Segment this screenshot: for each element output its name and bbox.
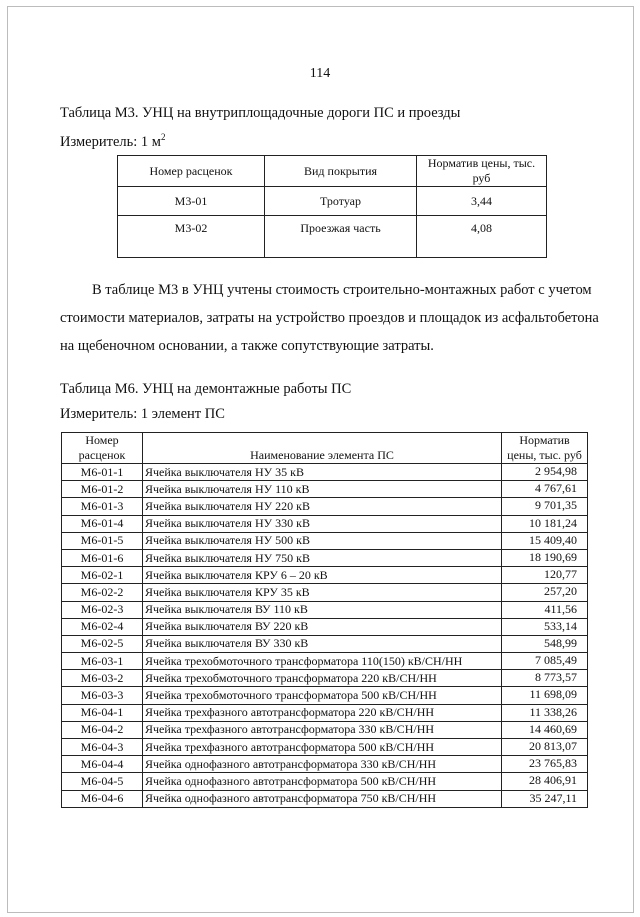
table-m3-header-cell: Норматив цены, тыс. руб (417, 156, 547, 187)
table-cell-code: М6-02-3 (62, 601, 143, 618)
table-cell-code: М3-01 (118, 187, 265, 216)
table-m6 (61, 432, 588, 808)
table-cell-code: М6-01-4 (62, 515, 143, 532)
table-row (62, 532, 588, 549)
table-row (62, 481, 588, 498)
table-row (62, 584, 588, 601)
table-m6-caption: Таблица М6. УНЦ на демонтажные работы ПС (60, 381, 352, 397)
table-row (62, 687, 588, 704)
table-cell-price: 23 765,83 (502, 756, 588, 773)
table-cell-code: М6-03-1 (62, 653, 143, 670)
table-cell-name: Ячейка выключателя НУ 35 кВ (143, 464, 502, 481)
table-row (62, 790, 588, 807)
table-cell-name: Ячейка выключателя ВУ 110 кВ (143, 601, 502, 618)
body-paragraph (60, 276, 608, 360)
table-cell-name: Ячейка выключателя ВУ 330 кВ (143, 635, 502, 652)
table-cell-code: М6-04-4 (62, 756, 143, 773)
table-cell-price: 15 409,40 (502, 532, 588, 549)
table-cell-name: Ячейка однофазного автотрансформатора 330 кВ/СН/НН (143, 756, 502, 773)
table-cell-code: М6-02-1 (62, 567, 143, 584)
table-cell-price: 11 338,26 (502, 704, 588, 721)
table-cell-code: М6-01-5 (62, 532, 143, 549)
table-cell-name: Ячейка трехфазного автотрансформатора 500 кВ/СН/НН (143, 739, 502, 756)
table-cell-code: М6-02-5 (62, 635, 143, 652)
table-row (118, 216, 547, 258)
table-row (62, 635, 588, 652)
table-cell-code: М6-03-2 (62, 670, 143, 687)
table-cell-price: 257,20 (502, 584, 588, 601)
table-cell-price: 4 767,61 (502, 481, 588, 498)
table-cell-code: М6-01-2 (62, 481, 143, 498)
table-row (118, 187, 547, 216)
table-row (62, 721, 588, 738)
table-m3-header-cell: Вид покрытия (265, 156, 417, 187)
table-cell-code: М6-04-3 (62, 739, 143, 756)
table-row (62, 567, 588, 584)
table-row (62, 618, 588, 635)
table-cell-name: Ячейка трехфазного автотрансформатора 220 кВ/СН/НН (143, 704, 502, 721)
table-cell-price: 7 085,49 (502, 653, 588, 670)
table-m3-caption: Таблица М3. УНЦ на внутриплощадочные дороги ПС и проезды (60, 105, 461, 121)
table-row (62, 773, 588, 790)
table-cell-surface: Проезжая часть (265, 216, 417, 258)
table-cell-code: М6-04-1 (62, 704, 143, 721)
table-row (62, 464, 588, 481)
table-cell-price: 11 698,09 (502, 687, 588, 704)
table-cell-name: Ячейка выключателя НУ 330 кВ (143, 515, 502, 532)
table-m3-unit-label: Измеритель: 1 м (60, 133, 161, 150)
table-cell-name: Ячейка выключателя ВУ 220 кВ (143, 618, 502, 635)
table-cell-code: М6-04-2 (62, 721, 143, 738)
table-m6-header-cell: Номер расценок (62, 433, 143, 464)
table-m3-unit-sup: 2 (160, 132, 166, 142)
table-cell-code: М6-03-3 (62, 687, 143, 704)
table-cell-name: Ячейка трехобмоточного трансформатора 110(150) кВ/СН/НН (143, 653, 502, 670)
table-cell-name: Ячейка выключателя НУ 110 кВ (143, 481, 502, 498)
table-cell-name: Ячейка трехобмоточного трансформатора 500 кВ/СН/НН (143, 687, 502, 704)
table-row (62, 515, 588, 532)
table-cell-price: 3,44 (417, 187, 547, 216)
table-cell-name: Ячейка выключателя НУ 220 кВ (143, 498, 502, 515)
table-cell-name: Ячейка выключателя КРУ 35 кВ (143, 584, 502, 601)
table-cell-code: М6-04-6 (62, 790, 143, 807)
table-cell-price: 18 190,69 (502, 549, 588, 566)
table-cell-surface: Тротуар (265, 187, 417, 216)
table-cell-code: М6-04-5 (62, 773, 143, 790)
table-cell-price: 10 181,24 (502, 515, 588, 532)
table-m3-header-row (118, 156, 547, 187)
table-cell-price: 20 813,07 (502, 739, 588, 756)
table-cell-code: М6-02-2 (62, 584, 143, 601)
table-cell-code: М6-01-3 (62, 498, 143, 515)
table-row (62, 756, 588, 773)
table-m3 (117, 155, 547, 258)
table-cell-name: Ячейка трехфазного автотрансформатора 330 кВ/СН/НН (143, 721, 502, 738)
table-cell-price: 35 247,11 (502, 790, 588, 807)
table-cell-price: 4,08 (417, 216, 547, 258)
table-cell-name: Ячейка однофазного автотрансформатора 750 кВ/СН/НН (143, 790, 502, 807)
table-m6-header-row (62, 433, 588, 464)
table-row (62, 670, 588, 687)
table-cell-price: 8 773,57 (502, 670, 588, 687)
table-cell-price: 548,99 (502, 635, 588, 652)
table-m6-header-cell: Наименование элемента ПС (143, 433, 502, 464)
paragraph-text: В таблице М3 в УНЦ учтены стоимость строительно-монтажных работ с учетом стоимости материалов, затраты на устройство проездов и площадок из асфальтобетона на щебеночном основании, а также сопутствующие затраты. (60, 282, 599, 354)
table-m6-unit: Измеритель: 1 элемент ПС (60, 406, 225, 422)
table-row (62, 549, 588, 566)
table-cell-code: М6-02-4 (62, 618, 143, 635)
table-cell-price: 9 701,35 (502, 498, 588, 515)
table-m6-header-cell: Норматив цены, тыс. руб (502, 433, 588, 464)
table-row (62, 498, 588, 515)
table-cell-name: Ячейка трехобмоточного трансформатора 220 кВ/СН/НН (143, 670, 502, 687)
table-cell-name: Ячейка однофазного автотрансформатора 500 кВ/СН/НН (143, 773, 502, 790)
table-row (62, 704, 588, 721)
table-cell-code: М6-01-1 (62, 464, 143, 481)
table-cell-name: Ячейка выключателя НУ 750 кВ (143, 549, 502, 566)
table-cell-name: Ячейка выключателя НУ 500 кВ (143, 532, 502, 549)
table-cell-price: 14 460,69 (502, 721, 588, 738)
table-m3-header-cell: Номер расценок (118, 156, 265, 187)
table-row (62, 601, 588, 618)
table-cell-price: 2 954,98 (502, 464, 588, 481)
table-cell-code: М6-01-6 (62, 549, 143, 566)
table-cell-price: 28 406,91 (502, 773, 588, 790)
table-cell-name: Ячейка выключателя КРУ 6 – 20 кВ (143, 567, 502, 584)
table-m3-unit (60, 132, 165, 151)
table-row (62, 653, 588, 670)
page-number: 114 (309, 66, 331, 81)
table-cell-code: М3-02 (118, 216, 265, 258)
table-cell-price: 411,56 (502, 601, 588, 618)
table-row (62, 739, 588, 756)
table-cell-price: 533,14 (502, 618, 588, 635)
table-cell-price: 120,77 (502, 567, 588, 584)
